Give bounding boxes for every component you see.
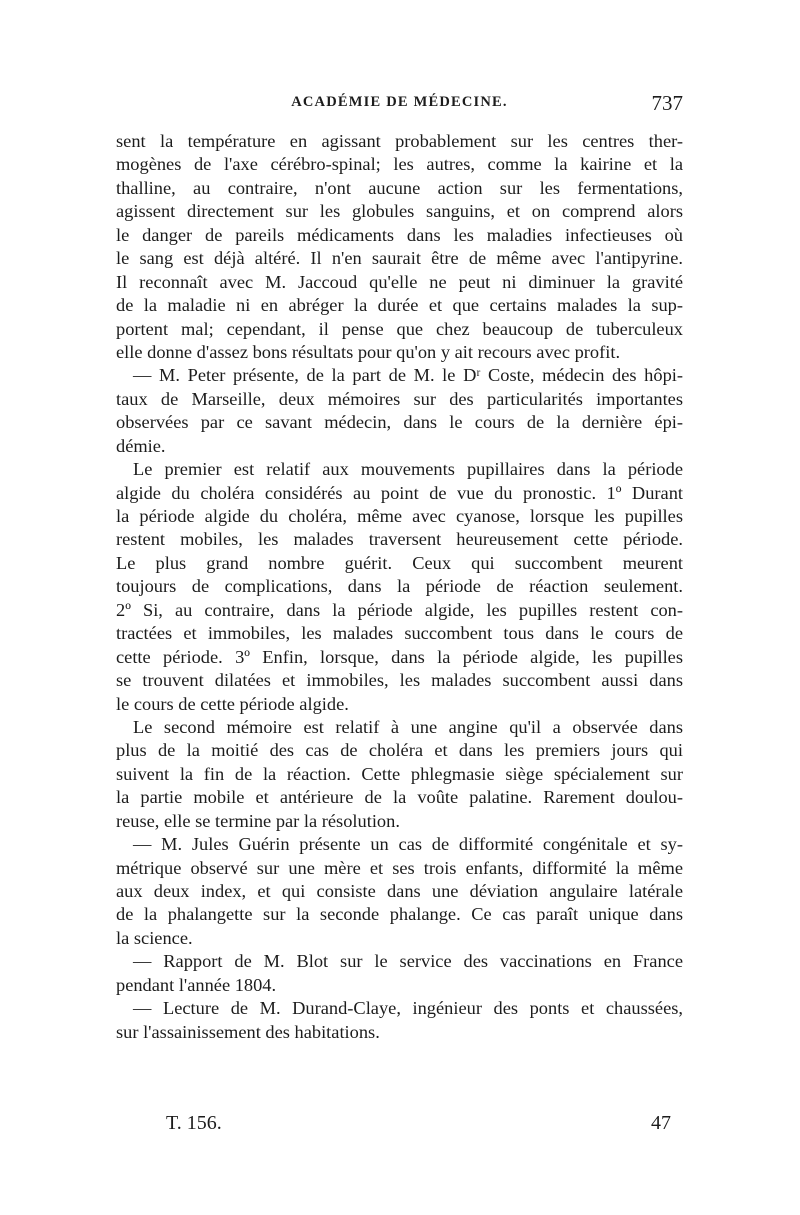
page-footer <box>116 1112 683 1140</box>
text-line: la science. <box>116 927 193 948</box>
text-line: — Rapport de M. Blot sur le service des vaccinations en France <box>133 951 683 972</box>
signature-mark: T. 156. <box>166 1112 222 1134</box>
text-line: 2º Si, au contraire, dans la période algide, les pupilles restent con- <box>116 599 683 620</box>
text-line: suivent la fin de la réaction. Cette phlegmasie siège spécialement sur <box>116 763 683 784</box>
text-line: taux de Marseille, deux mémoires sur des particularités importantes <box>116 388 683 409</box>
text-line: cette période. 3º Enfin, lorsque, dans la période algide, les pupilles <box>116 646 683 667</box>
text-line: Il reconnaît avec M. Jaccoud qu'elle ne peut ni diminuer la gravité <box>116 271 683 292</box>
text-line: Le premier est relatif aux mouvements pupillaires dans la période <box>133 459 683 480</box>
text-line: de la phalangette sur la seconde phalange. Ce cas paraît unique dans <box>116 904 683 925</box>
text-line: le cours de cette période algide. <box>116 693 349 714</box>
text-line: Le second mémoire est relatif à une angine qu'il a observée dans <box>133 716 683 737</box>
text-line: pendant l'année 1804. <box>116 974 277 995</box>
text-line: la période algide du choléra, même avec cyanose, lorsque les pupilles <box>116 506 683 526</box>
body-text <box>116 130 683 1044</box>
text-line: tractées et immobiles, les malades succombent tous dans le cours de <box>116 623 683 644</box>
text-line: algide du choléra considérés au point de vue du pronostic. 1º Durant <box>116 482 683 503</box>
text-line: elle donne d'assez bons résultats pour qu'on y ait recours avec profit. <box>116 341 621 362</box>
sheet-number: 47 <box>651 1112 671 1134</box>
text-line: agissent directement sur les globules sanguins, et on comprend alors <box>116 201 683 222</box>
text-line: aux deux index, et qui consiste dans une déviation angulaire latérale <box>116 881 683 901</box>
text-line: le sang est déjà altéré. Il n'en saurait être de même avec l'antipyrine. <box>116 248 683 269</box>
text-line: se trouvent dilatées et immobiles, les malades succombent aussi dans <box>116 670 683 691</box>
text-line: — M. Jules Guérin présente un cas de difformité congénitale et sy- <box>133 834 683 855</box>
text-line: métrique observé sur une mère et ses trois enfants, difformité la même <box>116 857 683 878</box>
text-line: — M. Peter présente, de la part de M. le Dʳ Coste, médecin des hôpi- <box>133 365 683 386</box>
page-number: 737 <box>651 91 683 115</box>
text-line: le danger de pareils médicaments dans les maladies infectieuses où <box>116 224 683 245</box>
text-line: restent mobiles, les malades traversent heureusement cette période. <box>116 529 683 550</box>
text-line: sur l'assainissement des habitations. <box>116 1021 380 1042</box>
text-line: thalline, au contraire, n'ont aucune action sur les fermentations, <box>116 177 683 198</box>
text-line: — Lecture de M. Durand-Claye, ingénieur des ponts et chaussées, <box>133 998 683 1019</box>
page-header <box>116 91 683 118</box>
text-line: la partie mobile et antérieure de la voûte palatine. Rarement doulou- <box>116 787 683 808</box>
text-line: sent la température en agissant probablement sur les centres ther- <box>116 131 683 151</box>
text-line: portent mal; cependant, il pense que chez beaucoup de tuberculeux <box>116 318 683 339</box>
text-line: mogènes de l'axe cérébro-spinal; les autres, comme la kairine et la <box>116 154 683 175</box>
text-line: Le plus grand nombre guérit. Ceux qui succombent meurent <box>116 552 683 573</box>
text-line: toujours de complications, dans la période de réaction seulement. <box>116 576 683 597</box>
text-line: plus de la moitié des cas de choléra et dans les premiers jours qui <box>116 740 683 761</box>
text-line: observées par ce savant médecin, dans le cours de la dernière épi- <box>116 412 683 433</box>
text-line: de la maladie ni en abréger la durée et que certains malades la sup- <box>116 295 683 316</box>
text-line: démie. <box>116 435 166 456</box>
text-line: reuse, elle se termine par la résolution. <box>116 810 400 831</box>
running-head: ACADÉMIE DE MÉDECINE. <box>291 94 508 110</box>
